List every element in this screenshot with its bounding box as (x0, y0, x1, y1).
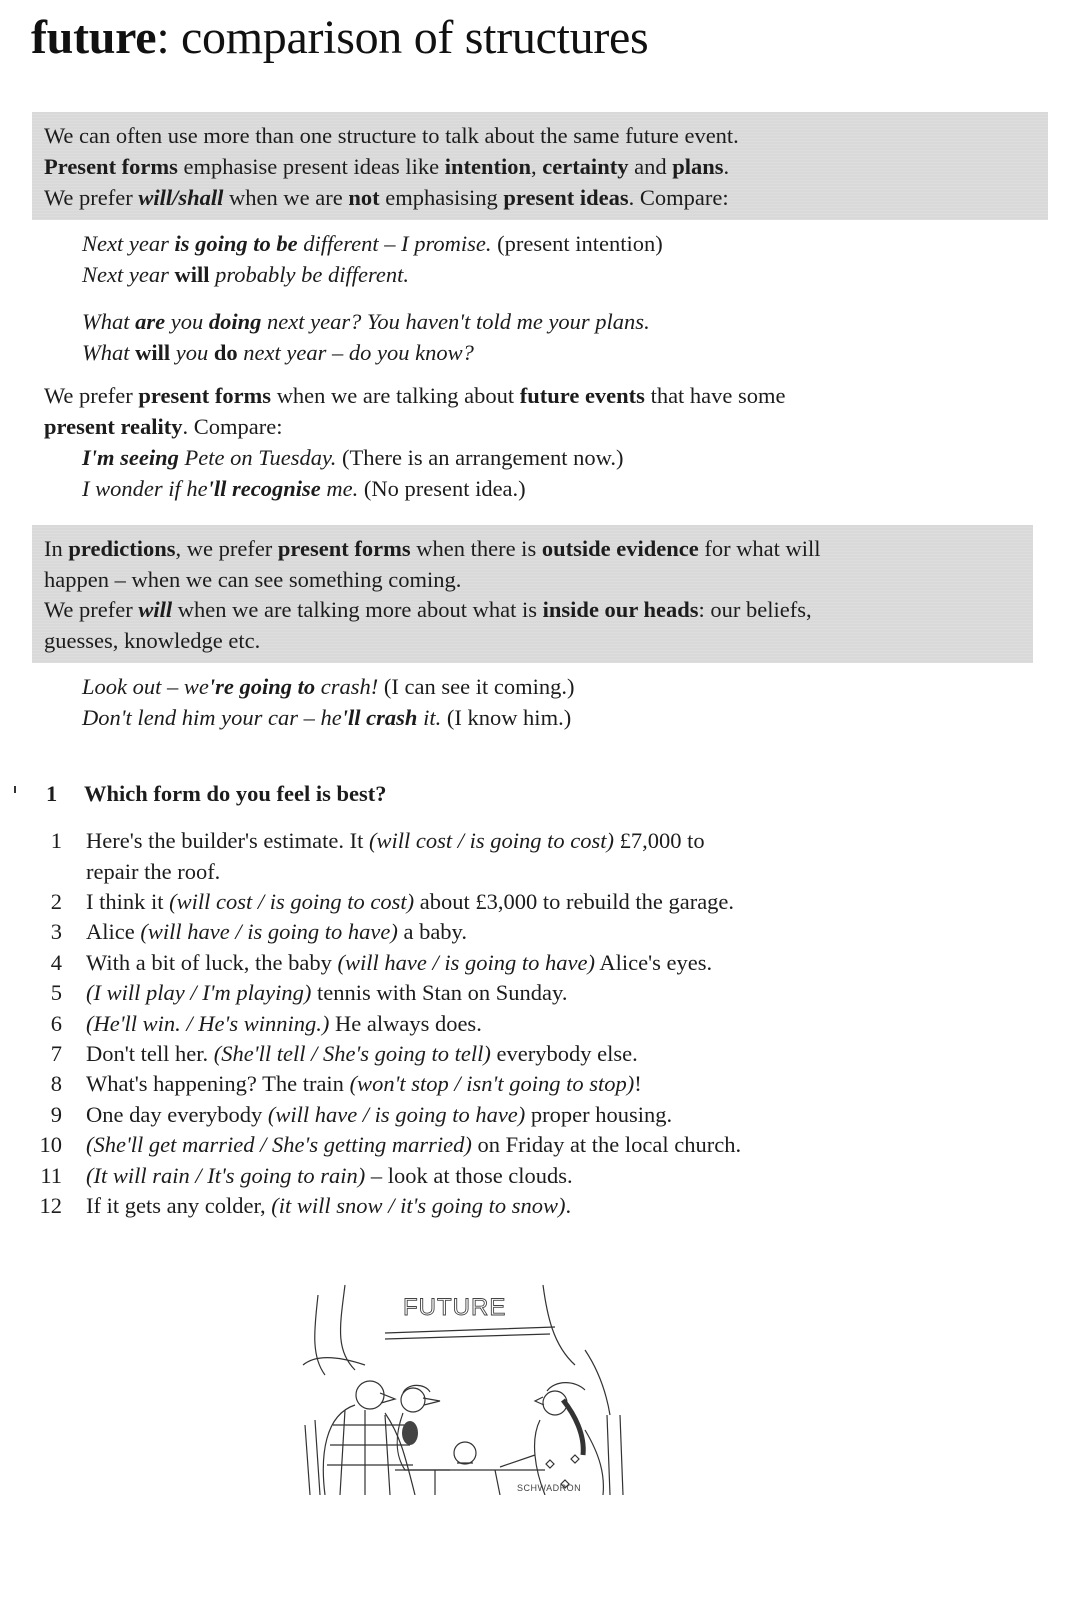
item-number: 12 (39, 1193, 62, 1218)
text-run: are (135, 309, 166, 334)
page-title (31, 10, 648, 66)
text-run: He always does. (329, 1011, 482, 1036)
para2-line-1 (44, 380, 786, 411)
cartoon-sign: FUTURE (403, 1294, 507, 1321)
text-run: present reality (44, 414, 183, 439)
text-run: probably be different. (209, 262, 410, 287)
text-run: 're going to (208, 674, 316, 699)
text-run: Alice's eyes. (595, 950, 713, 975)
text-run: guesses, knowledge etc. (44, 628, 261, 653)
exercise-number: 1 (46, 781, 58, 806)
text-run: . Compare: (628, 185, 729, 210)
exercise-item (86, 1160, 573, 1191)
text-run: that have some (644, 383, 786, 408)
text-run: next year – do you know? (237, 340, 474, 365)
example-line (82, 337, 474, 368)
text-run: will (174, 262, 210, 287)
text-run: not (348, 185, 380, 210)
exercise-item (86, 916, 467, 947)
item-number: 10 (39, 1132, 62, 1157)
item-number: 11 (40, 1163, 62, 1188)
text-run: Don't tell her. (86, 1041, 214, 1066)
exercise-item (86, 1038, 638, 1069)
text-run: doing (208, 309, 262, 334)
text-run: is going to be (174, 231, 298, 256)
text-run: (will cost / is going to cost) (369, 828, 615, 853)
item-number: 6 (50, 1011, 62, 1036)
text-run: me. (320, 476, 359, 501)
text-run: present forms (138, 383, 272, 408)
text-run: plans (672, 154, 724, 179)
text-run: Pete on Tuesday. (178, 445, 337, 470)
box1-line-1: We can often use more than one structure to talk about the same future event. (44, 123, 739, 148)
exercise-item (86, 1068, 642, 1099)
text-run: I'm seeing (82, 445, 179, 470)
text-run: (I can see it coming.) (378, 674, 575, 699)
curtain-right-icon (543, 1285, 610, 1415)
text-run: crash! (315, 674, 379, 699)
box2-line-2 (44, 564, 461, 595)
para2-line-2 (44, 411, 283, 442)
box1-line-3 (44, 182, 729, 213)
text-run: Present forms (44, 154, 178, 179)
text-run: you (165, 309, 209, 334)
text-run: (She'll tell / She's going to tell) (213, 1041, 491, 1066)
text-run: next year? You haven't told me your plans. (261, 309, 650, 334)
exercise-item (86, 947, 712, 978)
text-run: (will have / is going to have) (337, 950, 596, 975)
text-run: when we are talking about (271, 383, 520, 408)
text-run: outside evidence (541, 536, 699, 561)
text-run: present forms (277, 536, 411, 561)
item-number: 1 (50, 828, 62, 853)
text-run: (She'll get married / She's getting married) (86, 1132, 472, 1157)
example-line (82, 306, 650, 337)
text-run: , we prefer (175, 536, 278, 561)
text-run: everybody else. (490, 1041, 638, 1066)
text-run: when we are talking more about what is (172, 597, 543, 622)
text-run: emphasising (379, 185, 504, 210)
item-number: 9 (50, 1102, 62, 1127)
example-line (82, 259, 409, 290)
text-run: certainty (542, 154, 629, 179)
text-run: (There is an arrangement now.) (336, 445, 624, 470)
text-run: for what will (698, 536, 821, 561)
fortune-teller-cartoon (285, 1255, 635, 1495)
item-number: 8 (50, 1071, 62, 1096)
text-run: when we are (223, 185, 349, 210)
curtain-left-icon (303, 1285, 365, 1375)
title-keyword: future (31, 11, 157, 64)
text-run: We prefer (44, 383, 139, 408)
text-run: : our beliefs, (698, 597, 812, 622)
text-run: With a bit of luck, the baby (86, 950, 338, 975)
text-run: (I know him.) (441, 705, 572, 730)
text-run: We prefer (44, 597, 139, 622)
text-run: on Friday at the local church. (471, 1132, 742, 1157)
item-number: 3 (50, 919, 62, 944)
text-run: 'll recognise (207, 476, 321, 501)
text-run: about £3,000 to rebuild the garage. (414, 889, 735, 914)
text-run: will (135, 340, 171, 365)
text-run: Next year (82, 262, 175, 287)
exercise-item (86, 1190, 571, 1221)
text-run: future events (519, 383, 645, 408)
text-run: Look out – we (82, 674, 209, 699)
text-run: do (213, 340, 238, 365)
text-run: If it gets any colder, (86, 1193, 272, 1218)
text-run: I think it (86, 889, 170, 914)
text-run: . (723, 154, 730, 179)
box2-line-3 (44, 594, 812, 625)
cartoon-signature: SCHWADRON (517, 1483, 582, 1493)
text-run: Don't lend him your car – he (82, 705, 342, 730)
box1-line-2 (44, 151, 729, 182)
text-run: In (44, 536, 69, 561)
text-run: Here's the builder's estimate. It (86, 828, 370, 853)
text-run: , (530, 154, 543, 179)
text-run: emphasise present ideas like (177, 154, 445, 179)
text-run: (will cost / is going to cost) (169, 889, 415, 914)
exercise-item-continuation: repair the roof. (86, 859, 221, 884)
text-run: (will have / is going to have) (140, 919, 398, 944)
example-line (82, 702, 571, 733)
text-run: (won't stop / isn't going to stop) (349, 1071, 635, 1096)
text-run: and (628, 154, 673, 179)
text-run: (It will rain / It's going to rain) (86, 1163, 366, 1188)
text-run: (present intention) (491, 231, 663, 256)
text-run: (No present idea.) (358, 476, 526, 501)
exercise-item (86, 825, 705, 856)
text-run: it. (417, 705, 442, 730)
text-run: a baby. (397, 919, 467, 944)
text-run: – look at those clouds. (365, 1163, 573, 1188)
margin-mark (14, 786, 16, 793)
text-run: (will have / is going to have) (267, 1102, 526, 1127)
text-run: tennis with Stan on Sunday. (311, 980, 568, 1005)
text-run: Next year (82, 231, 175, 256)
box2-line-4 (44, 625, 260, 656)
text-run: predictions (68, 536, 176, 561)
text-run: I wonder if he (82, 476, 208, 501)
text-run: ! (634, 1071, 642, 1096)
text-run: happen – when we can see something coming. (44, 567, 462, 592)
exercise-item (86, 1008, 482, 1039)
example-line (82, 442, 624, 473)
text-run: when there is (410, 536, 542, 561)
box2-line-1 (44, 533, 821, 564)
text-run: We prefer (44, 185, 139, 210)
text-run: What (82, 340, 136, 365)
exercise-item (86, 977, 567, 1008)
text-run: (it will snow / it's going to snow) (271, 1193, 566, 1218)
title-rest: : comparison of structures (156, 11, 649, 64)
item-number: 5 (50, 980, 62, 1005)
text-run: 'll crash (341, 705, 418, 730)
text-run: . Compare: (182, 414, 283, 439)
text-run: (He'll win. / He's winning.) (86, 1011, 330, 1036)
text-run: . (565, 1193, 572, 1218)
text-run: inside our heads (542, 597, 699, 622)
text-run: intention (444, 154, 531, 179)
item-number: 7 (50, 1041, 62, 1066)
text-run: What's happening? The train (86, 1071, 350, 1096)
exercise-item (86, 1099, 672, 1130)
text-run: £7,000 to (614, 828, 705, 853)
exercise-heading: Which form do you feel is best? (84, 781, 387, 806)
text-run: will (138, 597, 173, 622)
example-line (82, 473, 526, 504)
text-run: will/shall (138, 185, 224, 210)
text-run: What (82, 309, 136, 334)
exercise-item (86, 1129, 741, 1160)
exercise-item (86, 886, 734, 917)
text-run: Alice (86, 919, 141, 944)
item-number: 2 (50, 889, 62, 914)
text-run: present ideas (503, 185, 629, 210)
text-run: One day everybody (86, 1102, 268, 1127)
text-run: you (170, 340, 214, 365)
text-run: different – I promise. (297, 231, 492, 256)
item-number: 4 (50, 950, 62, 975)
text-run: proper housing. (525, 1102, 673, 1127)
example-line (82, 228, 663, 259)
text-run: (I will play / I'm playing) (86, 980, 312, 1005)
example-line (82, 671, 574, 702)
